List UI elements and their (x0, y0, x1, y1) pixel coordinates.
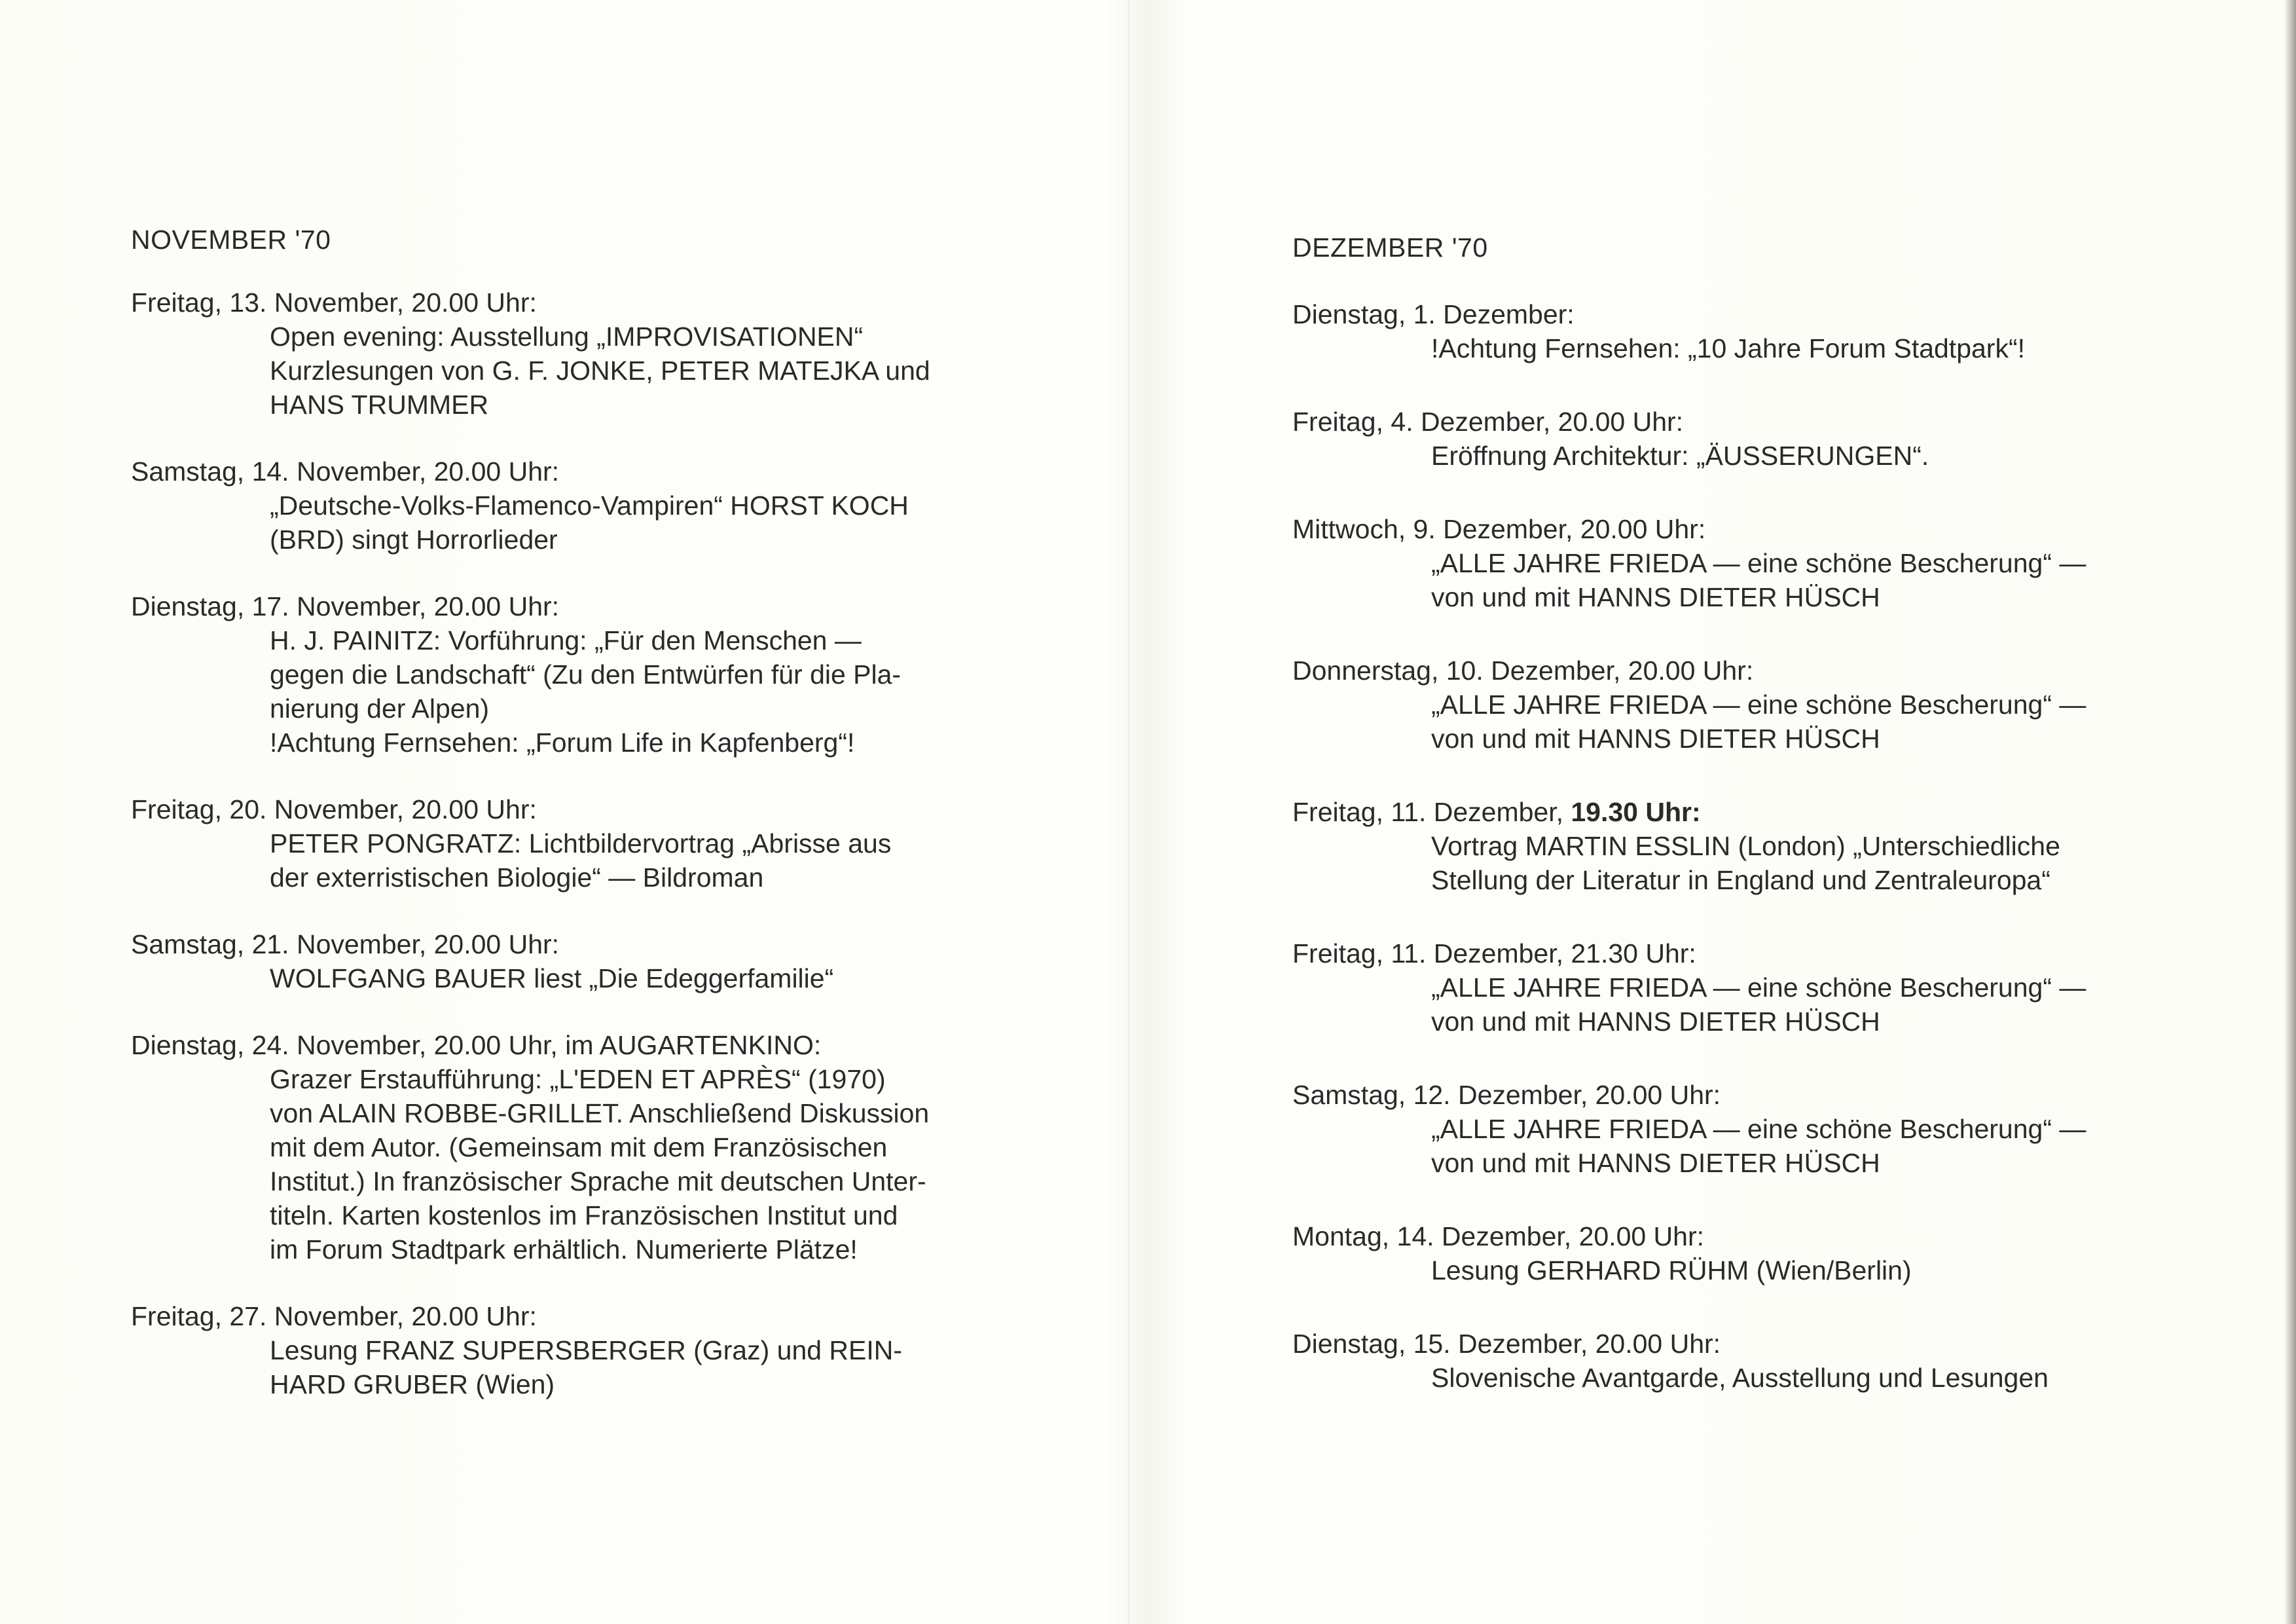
event-dec-15 (1292, 1327, 2130, 1395)
event-description (270, 623, 969, 760)
description-line: !Achtung Fernsehen: „10 Jahre Forum Stadtpark“! (1431, 333, 2026, 363)
description-line: gegen die Landschaft“ (Zu den Entwürfen für die Pla- (270, 659, 902, 690)
description-line: Stellung der Literatur in England und Zentraleuropa“ (1431, 865, 2050, 895)
event-date: Donnerstag, 10. Dezember, 20.00 Uhr: (1292, 655, 1754, 686)
event-nov-24 (131, 1028, 969, 1266)
description-line: Lesung FRANZ SUPERSBERGER (Graz) und REIN- (270, 1335, 903, 1365)
event-description (270, 320, 969, 422)
event-description (270, 1333, 969, 1401)
event-dec-9 (1292, 512, 2130, 614)
event-date: Freitag, 13. November, 20.00 Uhr: (131, 287, 537, 318)
description-line: Institut.) In französischer Sprache mit deutschen Unter- (270, 1166, 926, 1196)
description-line: (BRD) singt Horrorlieder (270, 525, 558, 555)
description-line: H. J. PAINITZ: Vorführung: „Für den Menschen — (270, 625, 862, 655)
description-line: von und mit HANNS DIETER HÜSCH (1431, 1006, 1880, 1037)
fold-crease (1127, 0, 1130, 1624)
event-date: Samstag, 14. November, 20.00 Uhr: (131, 456, 560, 487)
description-line: „ALLE JAHRE FRIEDA — eine schöne Bescherung“ — (1431, 972, 2086, 1003)
event-description (1431, 1361, 2130, 1395)
description-line: !Achtung Fernsehen: „Forum Life in Kapfenberg“! (270, 728, 855, 758)
description-line: mit dem Autor. (Gemeinsam mit dem Französischen (270, 1132, 888, 1162)
month-heading-dezember: DEZEMBER '70 (1292, 232, 1488, 263)
event-date: Samstag, 21. November, 20.00 Uhr: (131, 929, 560, 959)
event-date: Dienstag, 1. Dezember: (1292, 299, 1575, 329)
description-line: „ALLE JAHRE FRIEDA — eine schöne Bescherung“ — (1431, 1114, 2086, 1144)
description-line: PETER PONGRATZ: Lichtbildervortrag „Abrisse aus (270, 828, 892, 858)
event-description (1431, 688, 2130, 756)
event-date: Dienstag, 24. November, 20.00 Uhr, im AUGARTENKINO: (131, 1030, 822, 1060)
event-date: Dienstag, 17. November, 20.00 Uhr: (131, 591, 560, 621)
description-line: Kurzlesungen von G. F. JONKE, PETER MATEJKA und (270, 356, 930, 386)
description-line: HANS TRUMMER (270, 390, 489, 420)
description-line: Open evening: Ausstellung „IMPROVISATIONEN“ (270, 322, 864, 352)
description-line: „ALLE JAHRE FRIEDA — eine schöne Bescherung“ — (1431, 690, 2086, 720)
event-time-bold: 19.30 Uhr: (1571, 797, 1701, 827)
description-line: von und mit HANNS DIETER HÜSCH (1431, 724, 1880, 754)
event-description (270, 826, 969, 895)
description-line: Vortrag MARTIN ESSLIN (London) „Unterschiedliche (1431, 831, 2060, 861)
event-date: Freitag, 27. November, 20.00 Uhr: (131, 1301, 537, 1331)
description-line: von und mit HANNS DIETER HÜSCH (1431, 582, 1880, 612)
event-dec-11-1930 (1292, 795, 2130, 897)
event-dec-10 (1292, 654, 2130, 756)
description-line: im Forum Stadtpark erhältlich. Numerierte Plätze! (270, 1234, 858, 1264)
description-line: „Deutsche-Volks-Flamenco-Vampiren“ HORST KOCH (270, 490, 909, 521)
dezember-column (1292, 231, 2130, 1434)
event-description (1431, 829, 2130, 897)
event-description (270, 489, 969, 557)
event-nov-14 (131, 454, 969, 557)
event-date: Freitag, 11. Dezember, 21.30 Uhr: (1292, 938, 1696, 969)
description-line: WOLFGANG BAUER liest „Die Edeggerfamilie“ (270, 963, 834, 993)
event-nov-21 (131, 927, 969, 995)
event-description (270, 1062, 969, 1266)
event-nov-27 (131, 1299, 969, 1401)
description-line: von ALAIN ROBBE-GRILLET. Anschließend Diskussion (270, 1098, 930, 1128)
event-description (1431, 1112, 2130, 1180)
event-dec-4 (1292, 405, 2130, 473)
description-line: Slovenische Avantgarde, Ausstellung und Lesungen (1431, 1363, 2049, 1393)
event-description (1431, 546, 2130, 614)
event-date: Dienstag, 15. Dezember, 20.00 Uhr: (1292, 1329, 1721, 1359)
event-date: Mittwoch, 9. Dezember, 20.00 Uhr: (1292, 514, 1706, 544)
november-column (131, 223, 969, 1434)
description-line: nierung der Alpen) (270, 693, 490, 724)
event-dec-12 (1292, 1078, 2130, 1180)
event-dec-1 (1292, 297, 2130, 365)
description-line: HARD GRUBER (Wien) (270, 1369, 555, 1399)
event-date: Samstag, 12. Dezember, 20.00 Uhr: (1292, 1080, 1721, 1110)
month-heading-november: NOVEMBER '70 (131, 225, 331, 255)
event-description (1431, 1253, 2130, 1287)
event-description (270, 961, 969, 995)
event-date: Freitag, 20. November, 20.00 Uhr: (131, 794, 537, 824)
description-line: Lesung GERHARD RÜHM (Wien/Berlin) (1431, 1255, 1912, 1285)
event-dec-11-2130 (1292, 936, 2130, 1039)
event-nov-20 (131, 792, 969, 895)
description-line: von und mit HANNS DIETER HÜSCH (1431, 1148, 1880, 1178)
event-date: Montag, 14. Dezember, 20.00 Uhr: (1292, 1221, 1705, 1251)
event-nov-17 (131, 589, 969, 760)
event-date: Freitag, 4. Dezember, 20.00 Uhr: (1292, 407, 1684, 437)
event-description (1431, 331, 2130, 365)
description-line: „ALLE JAHRE FRIEDA — eine schöne Bescherung“ — (1431, 548, 2086, 578)
event-nov-13 (131, 286, 969, 422)
description-line: titeln. Karten kostenlos im Französischen Institut und (270, 1200, 898, 1230)
event-description (1431, 970, 2130, 1039)
event-date (1292, 795, 2130, 829)
event-description (1431, 439, 2130, 473)
description-line: der exterristischen Biologie“ — Bildroman (270, 862, 764, 893)
description-line: Eröffnung Architektur: „ÄUSSERUNGEN“. (1431, 441, 1929, 471)
event-dec-14 (1292, 1219, 2130, 1287)
paper-edge (2284, 0, 2296, 1624)
description-line: Grazer Erstaufführung: „L'EDEN ET APRÈS“ (1970) (270, 1064, 886, 1094)
event-date-prefix: Freitag, 11. Dezember, (1292, 797, 1571, 827)
